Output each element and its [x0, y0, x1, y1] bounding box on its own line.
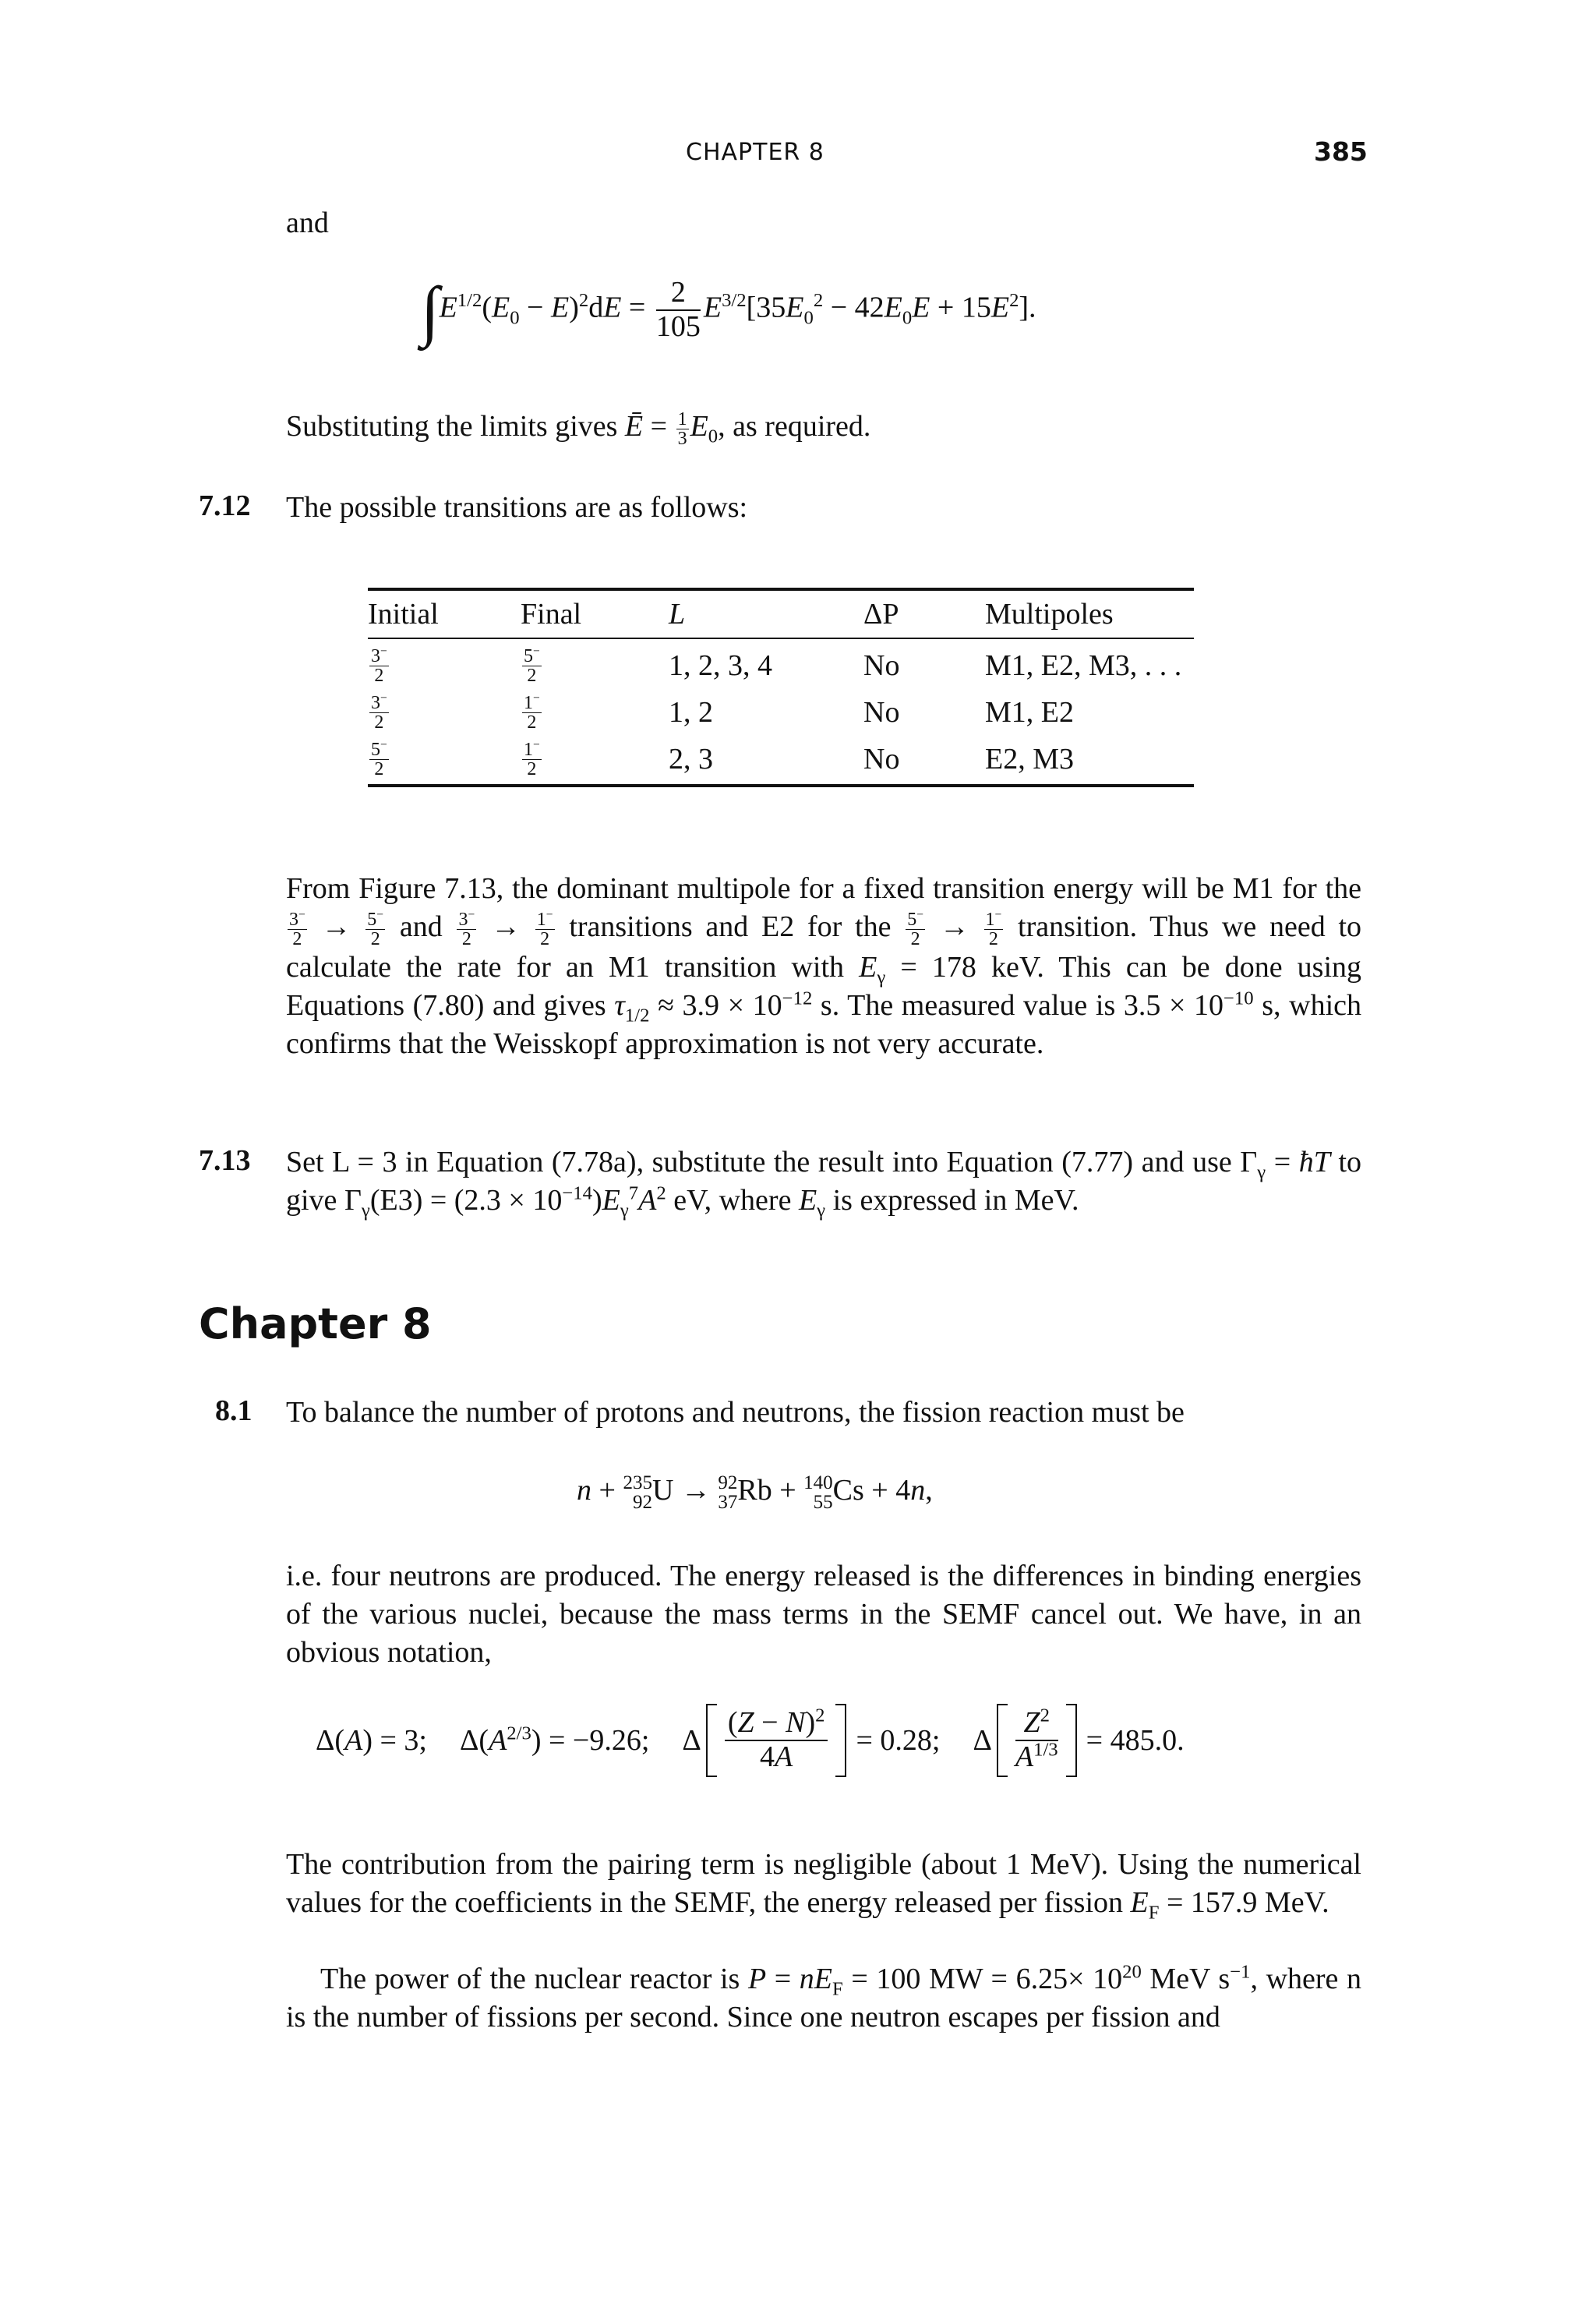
cell-multipoles: E2, M3 — [985, 743, 1074, 776]
cell-multipoles: M1, E2, M3, . . . — [985, 649, 1182, 682]
problem-number-7-13: 7.13 — [199, 1144, 251, 1177]
problem-number-7-12: 7.12 — [199, 489, 251, 522]
transitions-table — [368, 588, 1194, 787]
cell-final: $\frac{1^-}{2}$ — [524, 737, 540, 779]
fission-reaction-equation: n + 235 92 U → 92 37 Rb + 140 55 Cs + 4n, — [577, 1472, 933, 1514]
cell-delta-p: No — [863, 649, 900, 682]
running-title: CHAPTER 8 — [686, 139, 824, 166]
delta-equation: Δ(A) = 3; $\Delta(A^{2/3}) = -9.26$; Δ $\frac{(Z - N)^2}{4A}$ = 0.28; Δ $\frac{Z^2}{A^{1/3}}$ = 485.0. — [316, 1704, 1185, 1777]
header-multipoles: Multipoles — [985, 598, 1114, 631]
problem-8-1-paragraph-1: i.e. four neutrons are produced. The energy released is the differences in binding energies of the various nuclei, because the mass terms in the SEMF cancel out. We have, in an obvious notation, — [286, 1560, 1361, 1669]
page-number: 385 — [1314, 136, 1368, 167]
header-final: Final — [521, 598, 582, 631]
header-delta-p: ΔP — [863, 598, 899, 631]
problem-8-1-paragraph-2: The contribution from the pairing term is negligible (about 1 MeV). Using the numerical values for the coefficients in the SEMF, the energy released per fission $E_F = 157.9$ MeV. — [286, 1848, 1361, 1924]
cell-delta-p: No — [863, 743, 900, 776]
table-row — [368, 689, 1194, 736]
problem-8-1-lead: To balance the number of protons and neutrons, the fission reaction must be — [286, 1396, 1185, 1429]
problem-7-12-lead: The possible transitions are as follows: — [286, 491, 748, 524]
cell-initial: $\frac{3^-}{2}$ — [371, 691, 387, 733]
cell-final: $\frac{1^-}{2}$ — [524, 691, 540, 733]
problem-8-1-paragraph-3: The power of the nuclear reactor is $P = nE_F = 100$ MW = $6.25\times 10^{20}$ MeV $s^{-1}$, where n is the number of fissions per second. Since one neutron escapes per fission and — [286, 1961, 1362, 2034]
cell-initial: $\frac{5^-}{2}$ — [371, 737, 387, 779]
intro-and: and — [286, 207, 329, 239]
table-header-row — [368, 591, 1194, 638]
integral-equation: $\int E^{1/2}(E_0 - E)^2dE$ = $\frac{2}{105}$ $E^{3/2}[35E_0^2 - 42E_0E + 15E^2]$. — [421, 273, 1036, 348]
header-initial: Initial — [368, 598, 439, 631]
problem-7-13-paragraph: Set L = 3 in Equation (7.78a), substitute the result into Equation (7.77) and use $\Gamma_\gamma$ = ħT to give $\Gamma_\gamma(E3) = (2.3 \times 10^{-14})E_\gamma^7A^2$ eV, where $E_\gamma$ is expressed in MeV. — [286, 1146, 1362, 1221]
header-l: L — [669, 598, 686, 631]
cell-initial: $\frac{3^-}{2}$ — [371, 644, 387, 686]
cell-multipoles: M1, E2 — [985, 696, 1074, 729]
substituting-line: Substituting the limits gives Ē = $\frac{1}{3}$ $E_0$, as required. — [286, 408, 871, 449]
problem-7-12-paragraph: From Figure 7.13, the dominant multipole for a fixed transition energy will be M1 for the $\frac{3^-}{2}$ → $\frac{5^-}{2}$ and $\frac{3^-}{2}$ → $\frac{1^-}{2}$ transitions and E2 for the $\frac{5^-}{2}$ → $\frac{1^-}{2}$ transition. Thus we need to calculate the rate for an M1 transition with $E_\gamma = 178$ keV. This can be done using Equations (7.80) and gives $\tau_{1/2} \approx 3.9 \times 10^{-12}$ s. The measured value is $3.5 \times 10^{-10}$ s, which confirms that the Weisskopf approximation is not very accurate. — [286, 872, 1362, 1060]
table-row — [368, 736, 1194, 783]
cell-final: $\frac{5^-}{2}$ — [524, 644, 540, 686]
cell-l: 1, 2, 3, 4 — [669, 649, 772, 682]
cell-l: 2, 3 — [669, 743, 713, 776]
chapter-heading: Chapter 8 — [199, 1299, 432, 1348]
table-row — [368, 642, 1194, 689]
cell-l: 1, 2 — [669, 696, 713, 729]
problem-number-8-1: 8.1 — [215, 1394, 252, 1427]
cell-delta-p: No — [863, 696, 900, 729]
